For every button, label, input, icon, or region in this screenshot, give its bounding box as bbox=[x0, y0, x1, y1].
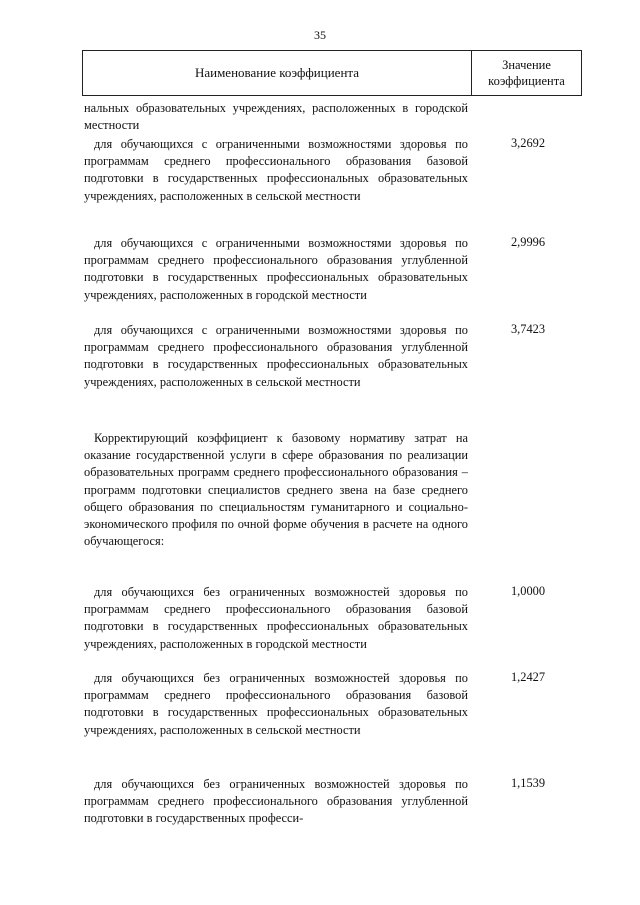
coefficient-text: для обучающихся без ограниченных возможностей здоровья по программам среднего профессионального образования базовой подготовки в государственных профессиональных образовательных учреждениях, расположенных в городской местности bbox=[84, 585, 468, 651]
coefficient-text: для обучающихся с ограниченными возможностями здоровья по программам среднего профессионального образования углубленной подготовки в государственных профессиональных образовательных учреждениях, расположенных в сельской местности bbox=[84, 323, 468, 389]
coefficient-text: для обучающихся без ограниченных возможностей здоровья по программам среднего профессионального образования базовой подготовки в государственных профессиональных образовательных учреждениях, расположенных в сельской местности bbox=[84, 671, 468, 737]
coefficient-value: 2,9996 bbox=[510, 235, 546, 249]
coefficient-value-header bbox=[471, 51, 581, 95]
coefficient-value: 1,1539 bbox=[510, 776, 546, 790]
coefficient-name-header: Наименование коэффициента bbox=[194, 65, 360, 80]
coefficient-text: для обучающихся с ограниченными возможностями здоровья по программам среднего профессионального образования углубленной подготовки в государственных профессиональных образовательных учреждениях, расположенных в городской местности bbox=[84, 236, 468, 302]
coefficient-value: 3,2692 bbox=[510, 136, 546, 150]
coefficient-value: 1,0000 bbox=[510, 584, 546, 598]
coefficient-value: 1,2427 bbox=[510, 670, 546, 684]
table-header bbox=[82, 50, 582, 96]
coefficient-text: для обучающихся без ограниченных возможностей здоровья по программам среднего профессионального образования углубленной подготовки в государственных професси- bbox=[84, 777, 468, 826]
value-header-line1: Значение bbox=[502, 58, 551, 72]
coefficient-text: для обучающихся с ограниченными возможностями здоровья по программам среднего профессионального образования базовой подготовки в государственных профессиональных образовательных учреждениях, расположенных в сельской местности bbox=[84, 137, 468, 203]
coefficient-value: 3,7423 bbox=[510, 322, 546, 336]
page-number: 35 bbox=[314, 28, 326, 42]
value-header-line2: коэффициента bbox=[488, 74, 565, 88]
section-heading-text: Корректирующий коэффициент к базовому нормативу затрат на оказание государственной услуги в сфере образования по реализации образовательных программ среднего профессионального образования – программ подготовки специалистов среднего звена на базе среднего общего образования по специальностям гуманитарного и социально-экономического профиля по очной форме обучения в расчете на одного обучающегося: bbox=[84, 431, 468, 549]
coefficient-text: нальных образовательных учреждениях, расположенных в городской местности bbox=[84, 101, 468, 133]
